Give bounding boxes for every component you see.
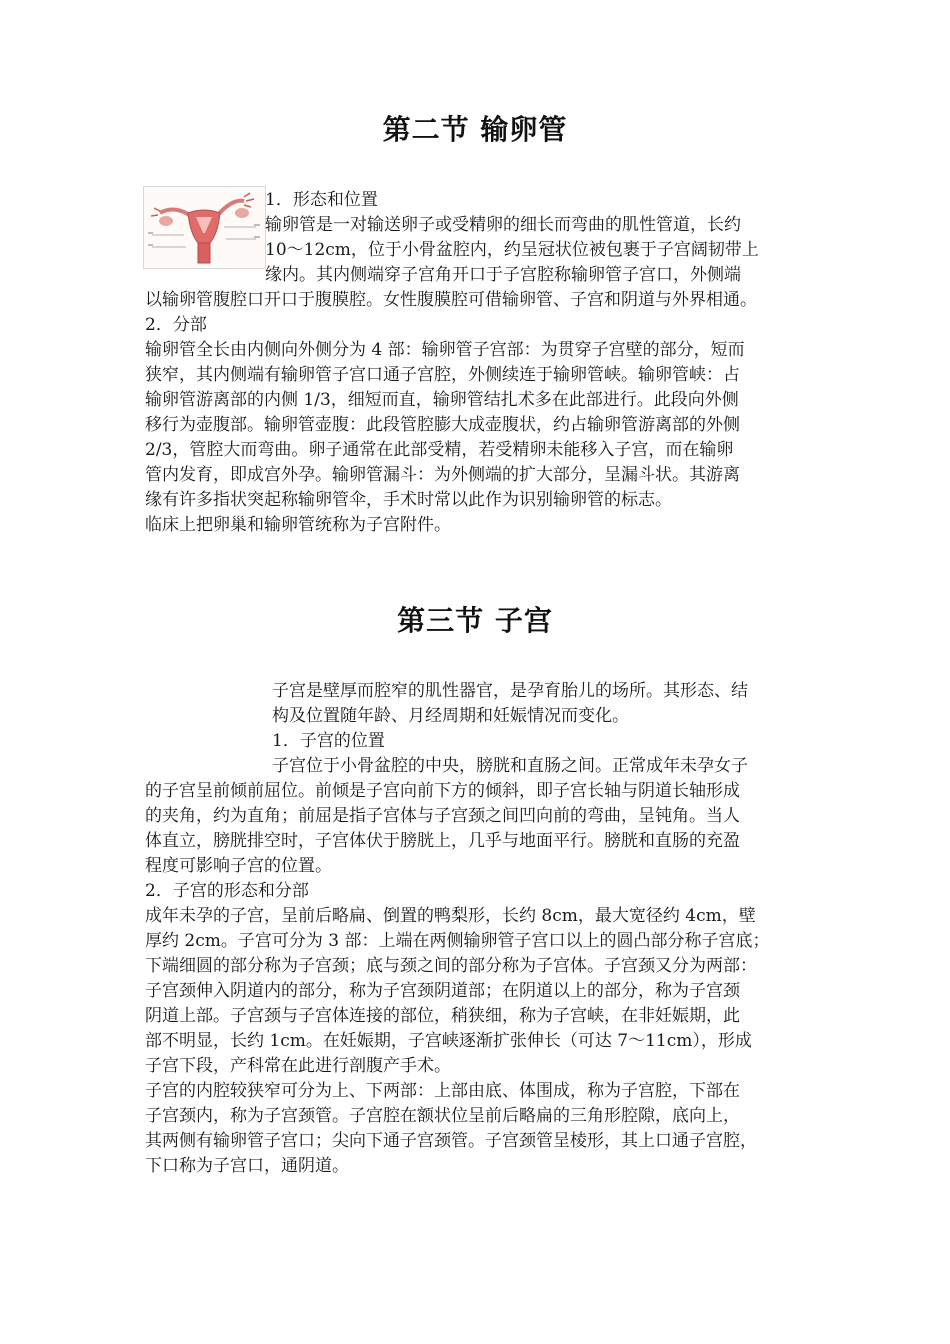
paragraph-line: 2/3，管腔大而弯曲。卵子通常在此部受精，若受精卵未能移入子宫，而在输卵 [145,440,734,460]
paragraph-line: 子宫颈内，称为子宫颈管。子宫腔在额状位呈前后略扁的三角形腔隙，底向上， [145,1106,740,1126]
paragraph-line: 子宫位于小骨盆腔的中央，膀胱和直肠之间。正常成年未孕女子 [272,756,748,776]
paragraph-line: 移行为壶腹部。输卵管壶腹：此段管腔膨大成壶腹状，约占输卵管游离部的外侧 [145,415,740,435]
section-title-fallopian-tube: 第二节 输卵管 [382,113,568,146]
paragraph-line: 下端细圆的部分称为子宫颈；底与颈之间的部分称为子宫体。子宫颈又分为两部： [145,956,757,976]
paragraph-line: 子宫下段，产科常在此进行剖腹产手术。 [145,1056,451,1076]
paragraph-line: 子宫颈伸入阴道内的部分，称为子宫颈阴道部；在阴道以上的部分，称为子宫颈 [145,981,740,1001]
paragraph-line: 体直立，膀胱排空时，子宫体伏于膀胱上，几乎与地面平行。膀胱和直肠的充盈 [145,831,740,851]
paragraph-line: 临床上把卵巢和输卵管统称为子宫附件。 [145,515,451,535]
paragraph-line: 以输卵管腹腔口开口于腹膜腔。女性腹膜腔可借输卵管、子宫和阴道与外界相通。 [145,290,757,310]
uterus-anatomy-image [143,186,266,269]
paragraph-line: 1．子宫的位置 [272,731,385,751]
paragraph-line: 输卵管游离部的内侧 1/3，细短而直，输卵管结扎术多在此部进行。此段向外侧 [145,390,739,410]
paragraph-line: 输卵管全长由内侧向外侧分为 4 部：输卵管子宫部：为贯穿子宫壁的部分，短而 [145,340,745,360]
paragraph-line: 10～12cm，位于小骨盆腔内，约呈冠状位被包裹于子宫阔韧带上 [265,240,759,260]
paragraph-line: 其两侧有输卵管子宫口；尖向下通子宫颈管。子宫颈管呈棱形，其上口通子宫腔， [145,1131,757,1151]
paragraph-line: 2．分部 [145,315,207,335]
paragraph-line: 2．子宫的形态和分部 [145,881,309,901]
paragraph-line: 厚约 2cm。子宫可分为 3 部：上端在两侧输卵管子宫口以上的圆凸部分称子宫底； [145,931,770,951]
paragraph-line: 成年未孕的子宫，呈前后略扁、倒置的鸭梨形，长约 8cm，最大宽径约 4cm，壁 [145,906,756,926]
section-title-uterus: 第三节 子宫 [397,604,553,637]
paragraph-line: 1．形态和位置 [265,190,378,210]
paragraph-line: 管内发育，即成宫外孕。输卵管漏斗：为外侧端的扩大部分，呈漏斗状。其游离 [145,465,740,485]
uterus-illustration [144,187,265,268]
paragraph-line: 狭窄，其内侧端有输卵管子宫口通子宫腔，外侧续连于输卵管峡。输卵管峡：占 [145,365,740,385]
paragraph-line: 的夹角，约为直角；前屈是指子宫体与子宫颈之间凹向前的弯曲，呈钝角。当人 [145,806,740,826]
paragraph-line: 阴道上部。子宫颈与子宫体连接的部位，稍狭细，称为子宫峡，在非妊娠期，此 [145,1006,740,1026]
paragraph-line: 缘有许多指状突起称输卵管伞，手术时常以此作为识别输卵管的标志。 [145,490,672,510]
paragraph-line: 子宫是壁厚而腔窄的肌性器官，是孕育胎儿的场所。其形态、结 [272,681,748,701]
paragraph-line: 缘内。其内侧端穿子宫角开口于子宫腔称输卵管子宫口，外侧端 [265,265,741,285]
paragraph-line: 程度可影响子宫的位置。 [145,856,332,876]
paragraph-line: 的子宫呈前倾前屈位。前倾是子宫向前下方的倾斜，即子宫长轴与阴道长轴形成 [145,781,740,801]
paragraph-line: 下口称为子宫口，通阴道。 [145,1156,349,1176]
paragraph-line: 构及位置随年龄、月经周期和妊娠情况而变化。 [272,706,629,726]
paragraph-line: 部不明显，长约 1cm。在妊娠期，子宫峡逐渐扩张伸长（可达 7～11cm），形成 [145,1031,752,1051]
paragraph-line: 输卵管是一对输送卵子或受精卵的细长而弯曲的肌性管道，长约 [265,215,741,235]
paragraph-line: 子宫的内腔较狭窄可分为上、下两部：上部由底、体围成，称为子宫腔，下部在 [145,1081,740,1101]
